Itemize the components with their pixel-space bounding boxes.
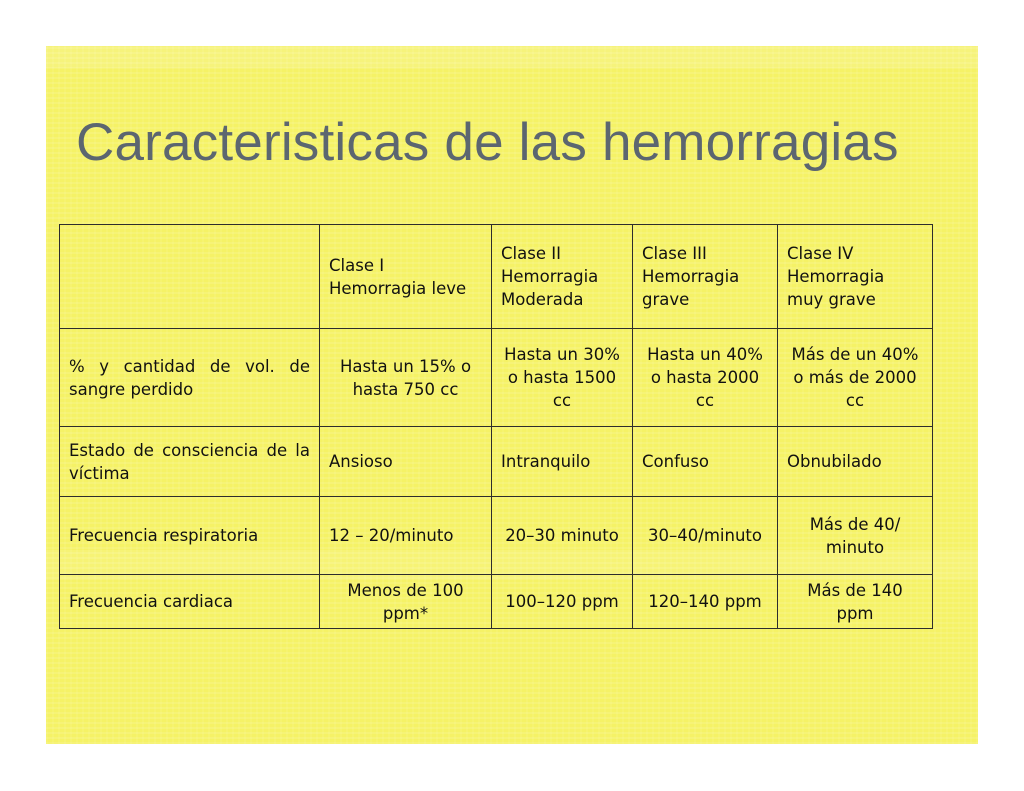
table-row xyxy=(60,575,933,629)
row-label-consciousness: Estado de consciencia de la víctima xyxy=(60,427,320,497)
row-label-respiratory: Frecuencia respiratoria xyxy=(60,497,320,575)
row-label-volume: % y cantidad de vol. de sangre perdido xyxy=(60,329,320,427)
decorative-band-top xyxy=(46,46,978,68)
table-cell: 30–40/minuto xyxy=(633,497,778,575)
header-empty-cell xyxy=(60,225,320,329)
table-cell: Hasta un 40% o hasta 2000 cc xyxy=(633,329,778,427)
header-class-2: Clase II Hemorragia Moderada xyxy=(492,225,633,329)
table-cell: Hasta un 30% o hasta 1500 cc xyxy=(492,329,633,427)
slide-title: Caracteristicas de las hemorragias xyxy=(76,113,899,172)
hemorrhage-table xyxy=(59,224,933,629)
table-cell: 12 – 20/minuto xyxy=(320,497,492,575)
table-cell: Hasta un 15% o hasta 750 cc xyxy=(320,329,492,427)
table-cell: Más de 40/ minuto xyxy=(778,497,933,575)
table-row xyxy=(60,497,933,575)
table-row xyxy=(60,329,933,427)
table-cell: Ansioso xyxy=(320,427,492,497)
table-row xyxy=(60,427,933,497)
table-cell: Más de 140 ppm xyxy=(778,575,933,629)
table-cell: Confuso xyxy=(633,427,778,497)
table-cell: Más de un 40% o más de 2000 cc xyxy=(778,329,933,427)
table-cell: 120–140 ppm xyxy=(633,575,778,629)
header-class-4: Clase IV Hemorragia muy grave xyxy=(778,225,933,329)
header-class-3: Clase III Hemorragia grave xyxy=(633,225,778,329)
table-header-row xyxy=(60,225,933,329)
table-cell: 100–120 ppm xyxy=(492,575,633,629)
table-cell: Obnubilado xyxy=(778,427,933,497)
row-label-cardiac: Frecuencia cardiaca xyxy=(60,575,320,629)
table-cell: 20–30 minuto xyxy=(492,497,633,575)
header-class-1: Clase I Hemorragia leve xyxy=(320,225,492,329)
table-cell: Menos de 100 ppm* xyxy=(320,575,492,629)
table-cell: Intranquilo xyxy=(492,427,633,497)
